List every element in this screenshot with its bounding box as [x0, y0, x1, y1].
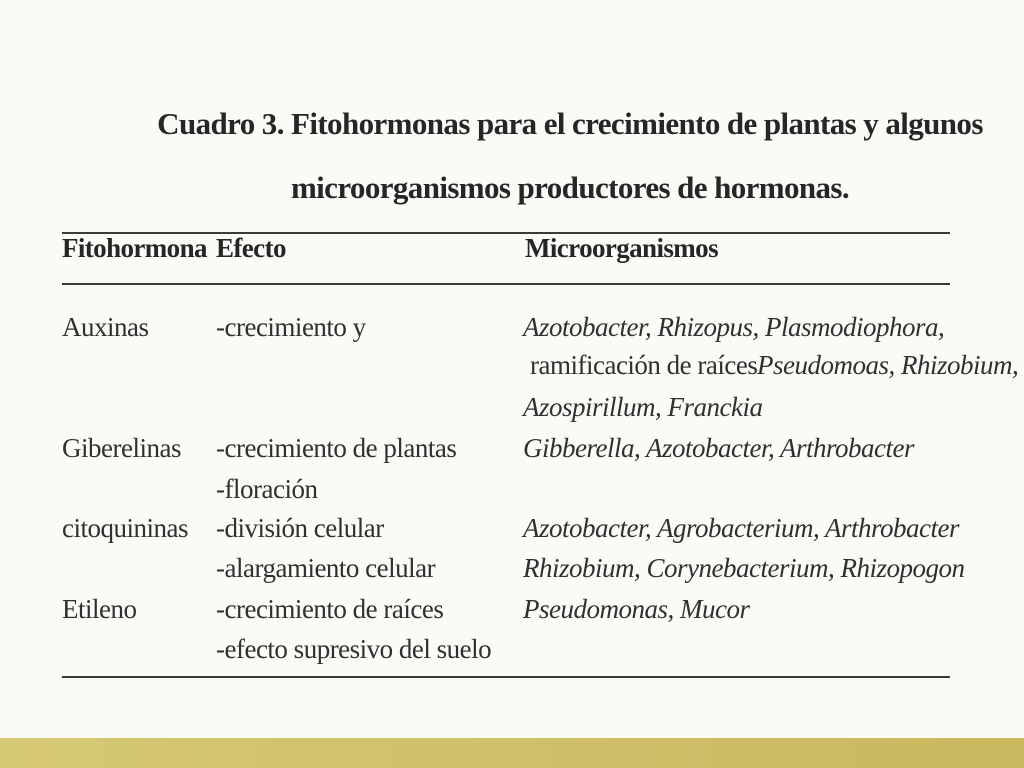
row-citoquininas-effect-1: -división celular — [216, 513, 384, 543]
row-auxinas-effect-1: -crecimiento y — [216, 312, 366, 342]
bottom-rule — [62, 676, 950, 678]
table-title-line-2: microorganismos productores de hormonas. — [290, 170, 850, 205]
row-giberelinas-effect-2: -floración — [216, 474, 318, 504]
row-auxinas-micro-1: Azotobacter, Rhizopus, Plasmodiophora, — [523, 312, 945, 342]
row-auxinas-effect-continued: ramificación de raíces — [530, 350, 758, 380]
header-efecto: Efecto — [216, 233, 286, 263]
row-citoquininas-hormone: citoquininas — [62, 513, 188, 543]
row-giberelinas-hormone: Giberelinas — [62, 433, 181, 463]
row-auxinas-hormone: Auxinas — [62, 312, 149, 342]
row-auxinas-micro-3: Azospirillum, Franckia — [523, 392, 763, 422]
row-etileno-effect-2: -efecto supresivo del suelo — [216, 634, 492, 664]
row-etileno-micro-1: Pseudomonas, Mucor — [523, 594, 750, 624]
footer-color-band — [0, 738, 1024, 768]
table-title-line-1: Cuadro 3. Fitohormonas para el crecimiento de plantas y algunos — [157, 106, 983, 141]
row-etileno-effect-1: -crecimiento de raíces — [216, 594, 444, 624]
row-citoquininas-micro-1: Azotobacter, Agrobacterium, Arthrobacter — [523, 513, 959, 543]
row-giberelinas-micro-1: Gibberella, Azotobacter, Arthrobacter — [523, 433, 914, 463]
header-rule — [62, 283, 950, 285]
header-fitohormona: Fitohormona — [62, 233, 207, 263]
row-citoquininas-micro-2: Rhizobium, Corynebacterium, Rhizopogon — [523, 553, 965, 583]
row-citoquininas-effect-2: -alargamiento celular — [216, 553, 436, 583]
row-etileno-hormone: Etileno — [62, 594, 137, 624]
row-giberelinas-effect-1: -crecimiento de plantas — [216, 433, 457, 463]
row-auxinas-micro-2: Pseudomoas, Rhizobium, — [757, 350, 1019, 380]
header-microorganismos: Microorganismos — [525, 233, 718, 263]
